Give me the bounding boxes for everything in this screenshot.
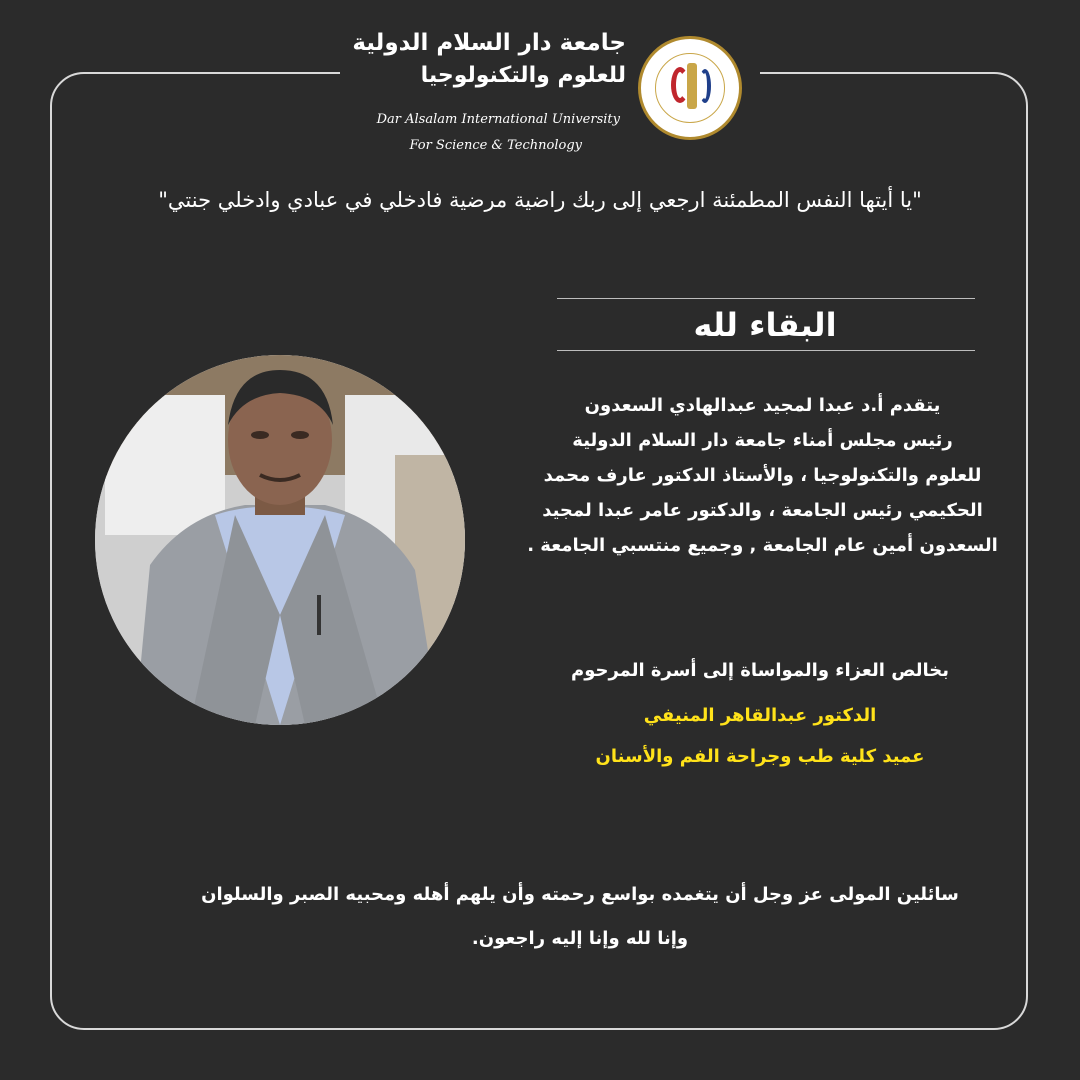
portrait-photo	[95, 355, 465, 725]
announcement-line: للعلوم والتكنولوجيا ، والأستاذ الدكتور عارف محمد	[543, 465, 982, 486]
announcement-paragraph	[490, 388, 1035, 563]
person-portrait-icon	[95, 355, 465, 725]
announcement-line: رئيس مجلس أمناء جامعة دار السلام الدولية	[572, 430, 953, 451]
logo-arabic-name: جامعة دار السلام الدولية	[352, 30, 626, 56]
closing-verse: وإنا لله وإنا إليه راجعون.	[471, 928, 689, 949]
deceased-name: الدكتور عبدالقاهر المنيفي	[643, 705, 877, 726]
page-title: البقاء لله	[693, 306, 837, 344]
logo-arabic-subtitle: للعلوم والتكنولوجيا	[420, 63, 626, 88]
deceased-position: عميد كلية طب وجراحة الفم والأسنان	[595, 746, 925, 767]
university-logo	[352, 20, 760, 153]
logo-english-subtitle: For Science & Technology	[409, 138, 582, 153]
title-divider-top	[557, 298, 975, 299]
university-seal-icon	[638, 36, 742, 140]
logo-english-name: Dar Alsalam International University	[376, 112, 620, 127]
closing-prayer: سائلين المولى عز وجل أن يتغمده بواسع رحمته وأن يلهم أهله ومحبيه الصبر والسلوان	[201, 884, 959, 905]
announcement-line: يتقدم أ.د عبدا لمجيد عبدالهادي السعدون	[584, 395, 941, 416]
quran-verse: "يا أيتها النفس المطمئنة ارجعي إلى ربك راضية مرضية فادخلي في عبادي وادخلي جنتي"	[158, 188, 922, 212]
condolence-intro: بخالص العزاء والمواساة إلى أسرة المرحوم	[571, 660, 949, 681]
title-divider-bottom	[557, 350, 975, 351]
announcement-line: السعدون أمين عام الجامعة , وجميع منتسبي الجامعة .	[527, 535, 998, 556]
announcement-line: الحكيمي رئيس الجامعة ، والدكتور عامر عبدا لمجيد	[542, 500, 983, 521]
